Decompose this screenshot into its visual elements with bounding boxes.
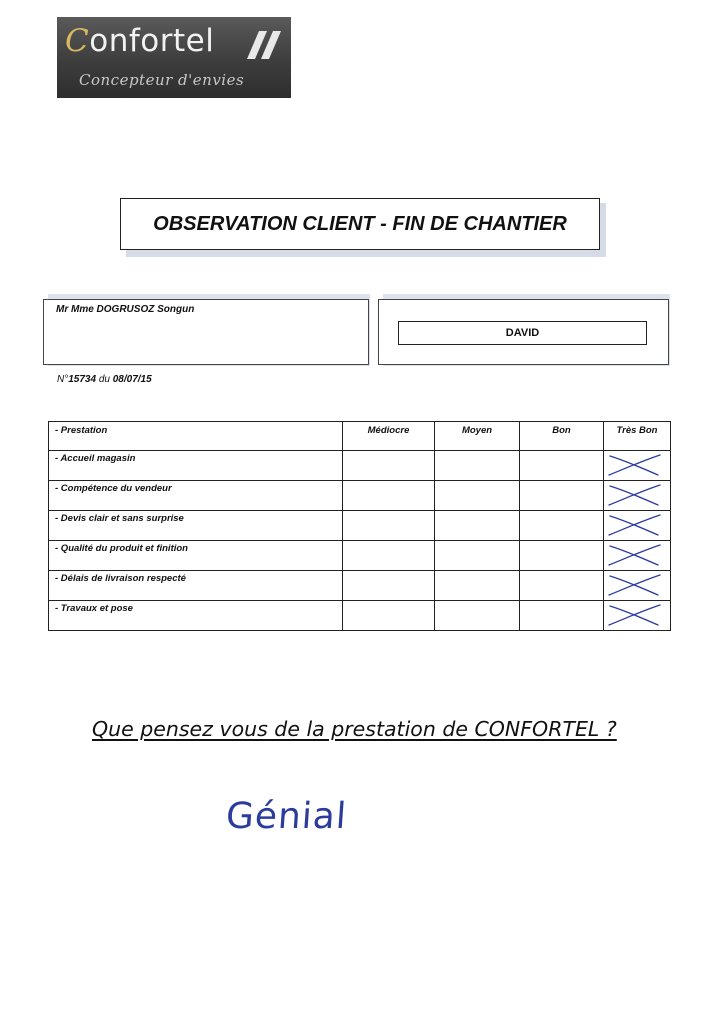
seller-name: DAVID: [398, 321, 647, 345]
column-header: Bon: [520, 422, 604, 451]
column-header: Très Bon: [604, 422, 671, 451]
rating-cell[interactable]: [435, 571, 520, 601]
rating-cell[interactable]: [520, 571, 604, 601]
rating-table-header: [49, 422, 671, 451]
prestation-label: - Travaux et pose: [49, 601, 343, 631]
rating-cell[interactable]: [604, 601, 671, 631]
rating-cell[interactable]: [343, 511, 435, 541]
cross-mark-icon: [606, 452, 664, 477]
rating-cell[interactable]: [520, 451, 604, 481]
logo-slashes-icon: [247, 29, 283, 61]
column-header: - Prestation: [49, 422, 343, 451]
prestation-label: - Compétence du vendeur: [49, 481, 343, 511]
confortel-logo: [57, 17, 291, 98]
prestation-label: - Accueil magasin: [49, 451, 343, 481]
rating-cell[interactable]: [604, 451, 671, 481]
cross-mark-icon: [606, 602, 664, 627]
rating-cell[interactable]: [604, 541, 671, 571]
rating-cell[interactable]: [343, 541, 435, 571]
table-row: [49, 511, 671, 541]
cross-mark-icon: [606, 512, 664, 537]
logo-brand: Confortel: [65, 23, 215, 59]
rating-cell[interactable]: [343, 571, 435, 601]
rating-cell[interactable]: [520, 481, 604, 511]
table-row: [49, 451, 671, 481]
rating-cell[interactable]: [435, 481, 520, 511]
handwritten-answer: Génial: [224, 796, 349, 837]
column-header: Moyen: [435, 422, 520, 451]
column-header: Médiocre: [343, 422, 435, 451]
order-number: 15734: [68, 374, 97, 385]
prestation-label: - Devis clair et sans surprise: [49, 511, 343, 541]
cross-mark-icon: [606, 542, 664, 567]
logo-tagline: Concepteur d'envies: [79, 71, 245, 89]
prestation-label: - Délais de livraison respecté: [49, 571, 343, 601]
order-reference: [57, 374, 152, 385]
rating-cell[interactable]: [520, 541, 604, 571]
rating-cell[interactable]: [435, 511, 520, 541]
cross-mark-icon: [606, 572, 664, 597]
order-date-prefix: du: [98, 374, 110, 385]
rating-cell[interactable]: [435, 601, 520, 631]
rating-cell[interactable]: [604, 511, 671, 541]
order-number-prefix: N°: [57, 374, 69, 385]
prestation-label: - Qualité du produit et finition: [49, 541, 343, 571]
rating-cell[interactable]: [435, 541, 520, 571]
feedback-question: Que pensez vous de la prestation de CONFORTEL ?: [92, 717, 617, 741]
rating-cell[interactable]: [604, 571, 671, 601]
rating-cell[interactable]: [435, 451, 520, 481]
rating-cell[interactable]: [520, 511, 604, 541]
rating-cell[interactable]: [604, 481, 671, 511]
rating-cell[interactable]: [343, 601, 435, 631]
cross-mark-icon: [606, 482, 664, 507]
order-date: 08/07/15: [112, 374, 152, 385]
table-row: [49, 541, 671, 571]
client-name: Mr Mme DOGRUSOZ Songun: [56, 304, 195, 315]
rating-table: [48, 421, 671, 631]
rating-cell[interactable]: [520, 601, 604, 631]
rating-cell[interactable]: [343, 451, 435, 481]
rating-cell[interactable]: [343, 481, 435, 511]
table-row: [49, 481, 671, 511]
page-title: OBSERVATION CLIENT - FIN DE CHANTIER: [120, 198, 600, 250]
table-row: [49, 571, 671, 601]
table-row: [49, 601, 671, 631]
